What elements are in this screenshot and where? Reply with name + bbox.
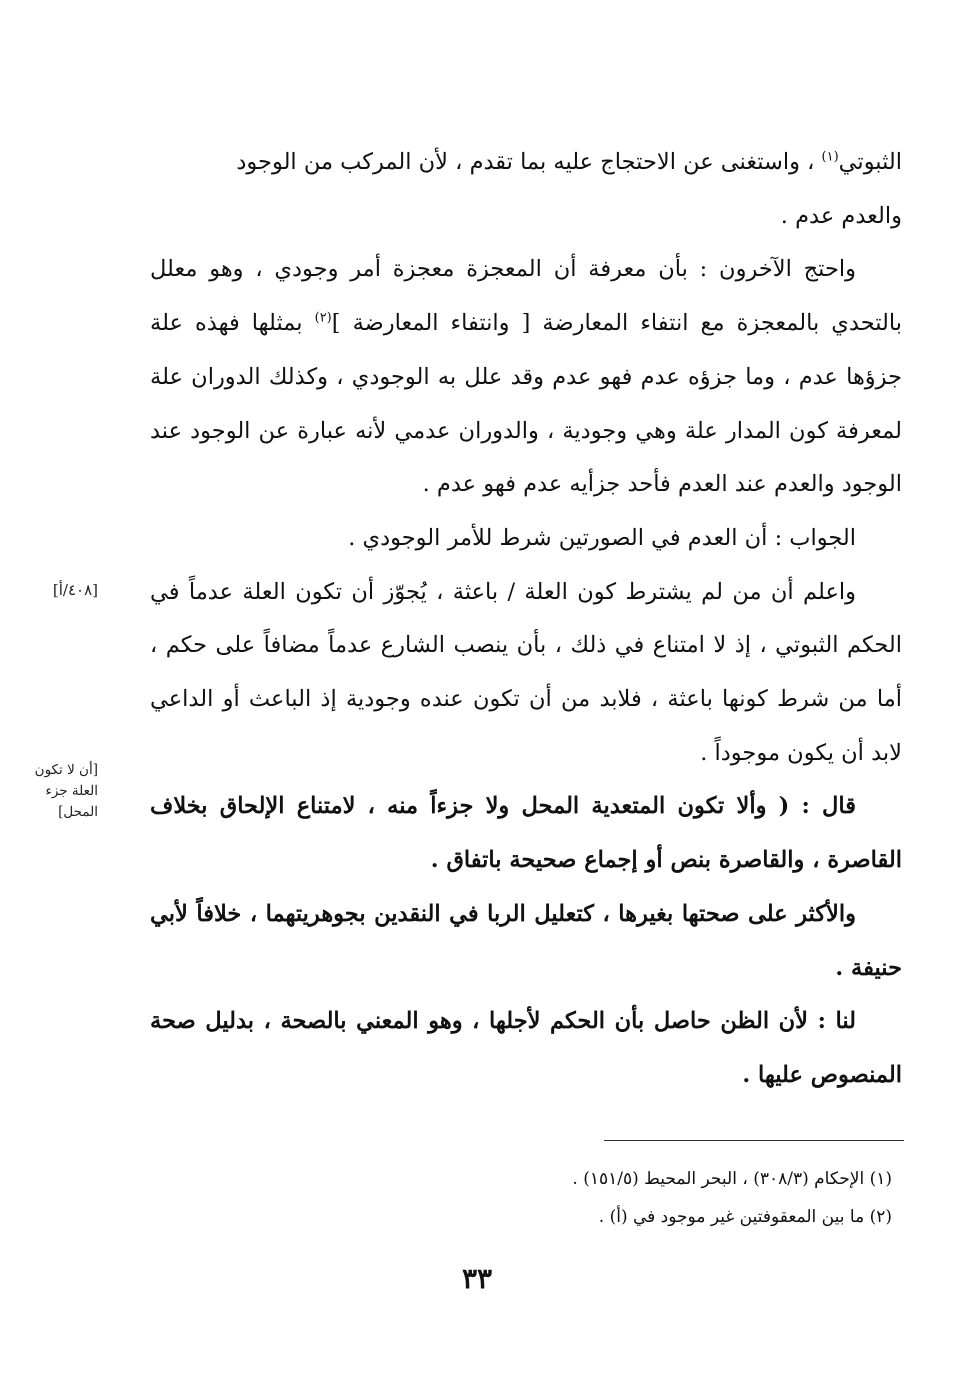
- paragraph-6: والأكثر على صحتها بغيرها ، كتعليل الربا في النقدين بجوهريتهما ، خلافاً لأبي حنيفة .: [150, 900, 902, 981]
- text-run: ، واستغنى عن الاحتجاج عليه بما تقدم ، لأن المركب من الوجود: [236, 149, 822, 175]
- text-run: الثبوتي: [838, 149, 902, 175]
- footnote-separator: [604, 1140, 904, 1141]
- page-number: ٣٣: [461, 1262, 493, 1295]
- footnote-1: (١) الإحكام (٣٠٨/٣) ، البحر المحيط (١٥١/٥) .: [572, 1169, 892, 1189]
- footnote-marker-2: (٢): [314, 310, 332, 326]
- footnote-2: (٢) ما بين المعقوفتين غير موجود في (أ) .: [598, 1207, 892, 1227]
- footnotes: [572, 1160, 892, 1236]
- paragraph-4: واعلم أن من لم يشترط كون العلة / باعثة ، يُجوّز أن تكون العلة عدماً في الحكم الثبوتي ، إذ لا امتناع في ذلك ، بأن ينصب الشارع عدماً مضافاً على حكم ، أما من شرط كونها باعثة ، فلابد من أن تكون عنده وجودية إذ الباعث أو الداعي لابد أن يكون موجوداً .: [150, 578, 902, 766]
- text-run: واحتج الآخرون : بأن معرفة أن المعجزة معجزة أمر وجودي ، وهو معلل بالتحدي بالمعجزة مع انتفاء المعارضة [ وانتفاء المعارضة ]: [150, 256, 902, 337]
- text-run: والعدم عدم .: [780, 202, 902, 229]
- side-heading-note: [أن لا تكون العلة جزء المحل]: [34, 762, 98, 820]
- paragraph-3: الجواب : أن العدم في الصورتين شرط للأمر الوجودي .: [348, 524, 856, 551]
- paragraph-5: قال : ( وألا تكون المتعدية المحل ولا جزءاً منه ، لامتناع الإلحاق بخلاف القاصرة ، والقاصرة بنص أو إجماع صحيحة باتفاق .: [150, 793, 902, 874]
- main-text: [150, 136, 902, 1103]
- text-run: بمثلها فهذه علة جزؤها عدم ، وما جزؤه عدم فهو عدم وقد علل به الوجودي ، وكذلك الدوران علة لمعرفة كون المدار علة وهي وجودية ، والدوران عدمي لأنه عبارة عن الوجود عند الوجود والعدم عند العدم فأحد جزأيه عدم فهو عدم .: [150, 310, 902, 498]
- footnote-marker-1: (١): [821, 149, 839, 165]
- paragraph-7: لنا : لأن الظن حاصل بأن الحكم لأجلها ، وهو المعني بالصحة ، بدليل صحة المنصوص عليها .: [150, 1008, 902, 1088]
- paragraph-2: [150, 243, 902, 512]
- manuscript-folio-ref: [٤٠٨/أ]: [52, 581, 98, 599]
- paragraph-1: [150, 136, 902, 243]
